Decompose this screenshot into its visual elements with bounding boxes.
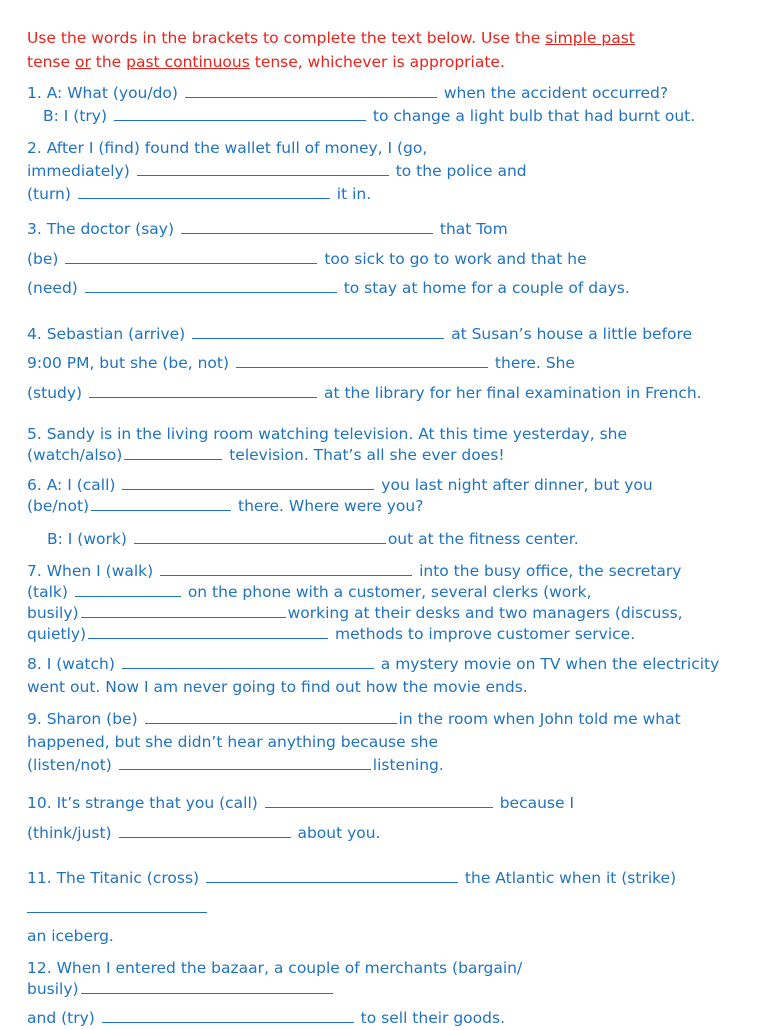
question-text: and (try) (27, 1009, 100, 1027)
question-line (27, 495, 752, 516)
question-text: B: I (try) (43, 107, 112, 125)
question-line (27, 528, 752, 551)
simple-past-term: simple past (545, 29, 635, 47)
or-term: or (74, 53, 91, 71)
question-line (27, 789, 752, 819)
question-text: to change a light bulb that had burnt out. (367, 107, 696, 125)
worksheet (27, 26, 752, 1030)
question-text: to sell their goods. (355, 1009, 505, 1027)
answer-blank[interactable] (65, 248, 317, 264)
question-line (27, 245, 752, 275)
question-text: (study) (27, 383, 88, 402)
answer-blank[interactable] (265, 792, 493, 808)
answer-blank[interactable] (181, 218, 433, 234)
answer-blank[interactable] (88, 623, 328, 639)
question-line (27, 958, 752, 978)
instructions-text: Use the words in the brackets to complete the text below. Use the (27, 29, 546, 47)
question-line (27, 379, 752, 409)
answer-blank[interactable] (119, 822, 291, 838)
question-text: listening. (372, 756, 444, 774)
question-line (27, 581, 752, 602)
question-text: (be) (27, 249, 64, 268)
question-text: (talk) (27, 583, 73, 601)
question-line (27, 623, 752, 644)
question-line (27, 137, 752, 160)
question-text: (need) (27, 279, 83, 297)
question-line (27, 754, 752, 777)
question-text: 6. A: I (call) (27, 476, 121, 494)
question-text: in the room when John told me what (398, 710, 681, 728)
question-text: it in. (331, 185, 372, 203)
question-text: busily) (27, 980, 79, 998)
question-text: at Susan’s house a little before (446, 324, 693, 343)
question-text: B: I (work) (47, 530, 132, 548)
question-text: quietly) (27, 625, 87, 643)
question-text: (be/not) (27, 497, 90, 515)
question-7 (27, 560, 752, 644)
question-text: to stay at home for a couple of days. (338, 279, 630, 297)
question-line (27, 474, 752, 495)
question-2 (27, 137, 752, 206)
answer-blank[interactable] (78, 183, 330, 199)
question-line (27, 215, 752, 245)
question-text: methods to improve customer service. (330, 625, 636, 643)
question-line (27, 444, 752, 465)
answer-blank[interactable] (91, 495, 231, 511)
question-text: television. That’s all she ever does! (224, 446, 505, 464)
question-line (27, 274, 752, 304)
question-text: at the library for her final examination in French. (319, 383, 702, 402)
answer-blank[interactable] (206, 867, 458, 883)
question-text: 1. A: What (you/do) (27, 84, 183, 102)
question-text: 4. Sebastian (arrive) (27, 324, 191, 343)
question-text: the Atlantic when it (strike) (460, 869, 677, 887)
question-text: working at their desks and two managers (discuss, (287, 604, 683, 622)
question-line (27, 183, 752, 206)
question-line (27, 708, 752, 731)
question-text: into the busy office, the secretary (414, 562, 682, 580)
question-text: 10. It’s strange that you (call) (27, 794, 263, 812)
question-line (27, 1007, 752, 1030)
question-line (27, 978, 752, 999)
answer-blank[interactable] (137, 160, 389, 176)
question-line (27, 349, 752, 379)
answer-blank[interactable] (124, 444, 222, 460)
question-text: 5. Sandy is in the living room watching television. At this time yesterday, she (27, 425, 628, 443)
question-text: 9:00 PM, but she (be, not) (27, 354, 234, 372)
question-text: happened, but she didn’t hear anything because she (27, 733, 438, 751)
question-text: you last night after dinner, but you (376, 476, 653, 494)
question-text: busily) (27, 604, 79, 622)
question-text: too sick to go to work and that he (319, 249, 587, 268)
question-text: 2. After I (find) found the wallet full of money, I (go, (27, 139, 428, 157)
answer-blank[interactable] (134, 528, 386, 544)
question-text: when the accident occurred? (438, 84, 669, 102)
question-text: (turn) (27, 185, 76, 203)
question-text: about you. (292, 823, 381, 842)
question-text: (think/just) (27, 823, 117, 842)
answer-blank[interactable] (81, 602, 286, 618)
answer-blank[interactable] (85, 277, 337, 293)
answer-blank[interactable] (89, 382, 317, 398)
question-line (27, 602, 752, 623)
instructions-text: tense, whichever is appropriate. (249, 53, 505, 71)
answer-blank[interactable] (122, 474, 374, 490)
question-line (27, 731, 752, 754)
answer-blank[interactable] (119, 754, 371, 770)
question-5 (27, 424, 752, 465)
question-text: 7. When I (walk) (27, 562, 159, 580)
question-line (27, 894, 752, 924)
question-12 (27, 958, 752, 1030)
question-3 (27, 215, 752, 304)
instructions (27, 26, 752, 74)
question-text: 3. The doctor (say) (27, 220, 179, 238)
question-text: there. She (489, 354, 575, 372)
answer-blank[interactable] (192, 323, 444, 339)
question-text: an iceberg. (27, 927, 114, 945)
question-4 (27, 320, 752, 409)
answer-blank[interactable] (185, 82, 437, 98)
question-text: because I (494, 794, 575, 812)
question-text: immediately) (27, 162, 135, 180)
question-line (27, 105, 752, 128)
question-text: there. Where were you? (233, 497, 424, 515)
instructions-text: the (90, 53, 127, 71)
answer-blank[interactable] (145, 708, 397, 724)
question-text: (listen/not) (27, 756, 117, 774)
answer-blank[interactable] (102, 1007, 354, 1023)
question-text: (watch/also) (27, 446, 123, 464)
question-text: a mystery movie on TV when the electricity (375, 655, 720, 673)
question-line (27, 160, 752, 183)
question-1 (27, 82, 752, 128)
question-line (27, 923, 752, 949)
question-text: 11. The Titanic (cross) (27, 869, 204, 887)
answer-blank[interactable] (81, 978, 333, 994)
question-line (27, 864, 752, 894)
past-continuous-term: past continuous (126, 53, 250, 71)
question-8 (27, 653, 752, 699)
question-text: on the phone with a customer, several clerks (work, (182, 583, 592, 601)
question-line (27, 819, 752, 849)
question-text: out at the fitness center. (387, 530, 579, 548)
question-text: 8. I (watch) (27, 655, 120, 673)
answer-blank[interactable] (75, 581, 181, 597)
question-line (27, 320, 752, 350)
question-text: to the police and (390, 162, 527, 180)
question-10 (27, 789, 752, 848)
answer-blank[interactable] (160, 560, 412, 576)
question-line (27, 424, 752, 444)
question-text: went out. Now I am never going to find out how the movie ends. (27, 678, 528, 696)
question-9 (27, 708, 752, 777)
question-line (27, 82, 752, 105)
instructions-text: tense (27, 53, 75, 71)
question-line (27, 560, 752, 581)
question-text: 9. Sharon (be) (27, 710, 143, 728)
question-line (27, 676, 752, 699)
question-text: 12. When I entered the bazaar, a couple of merchants (bargain/ (27, 959, 523, 977)
answer-blank[interactable] (27, 897, 207, 913)
question-text: that Tom (434, 220, 508, 238)
answer-blank[interactable] (122, 653, 374, 669)
answer-blank[interactable] (236, 352, 488, 368)
question-11 (27, 864, 752, 949)
question-line (27, 653, 752, 676)
question-6 (27, 474, 752, 551)
answer-blank[interactable] (114, 105, 366, 121)
